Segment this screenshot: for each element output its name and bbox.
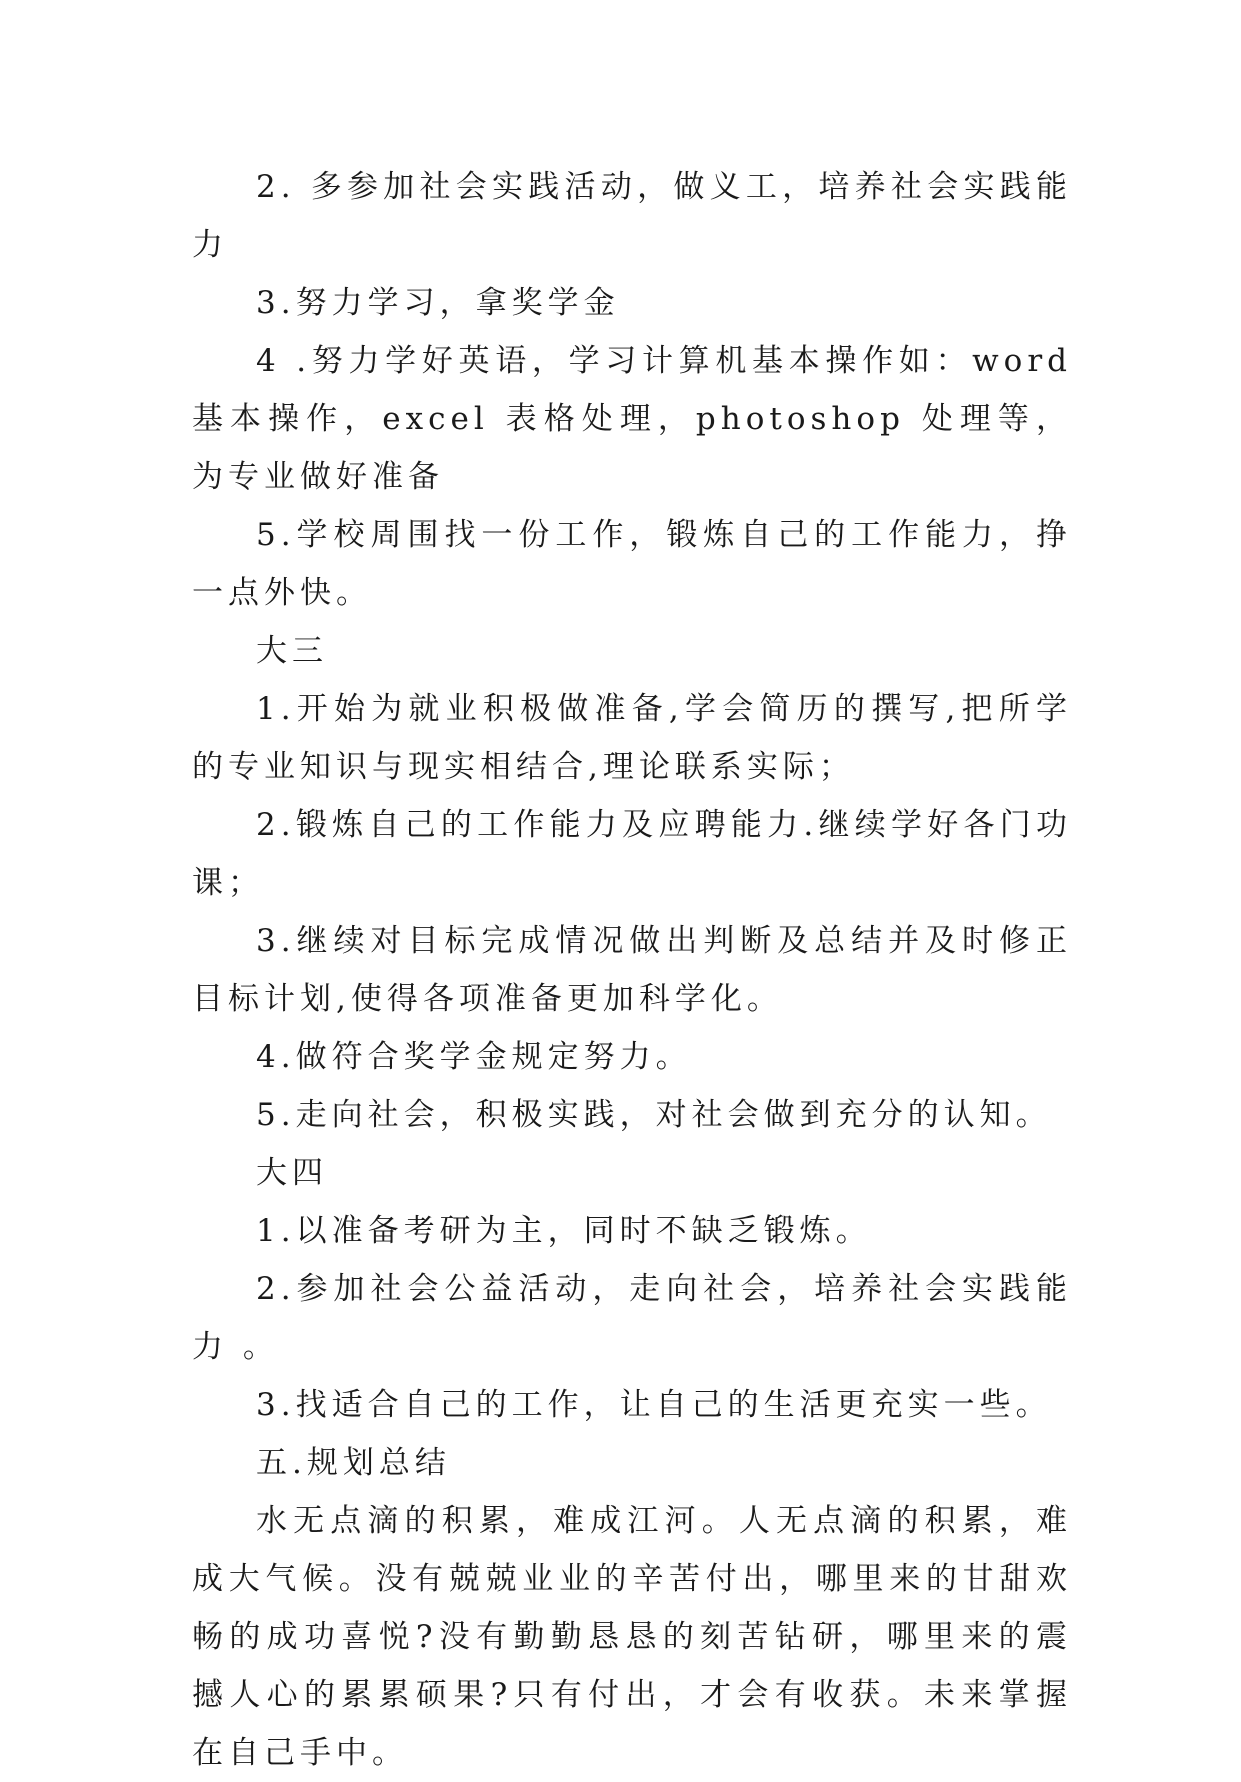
paragraph: 4.做符合奖学金规定努力。: [256, 1039, 692, 1075]
paragraph: 1.开始为就业积极做准备,学会简历的撰写,把所学的专业知识与现实相结合,理论联系实际；: [192, 691, 1072, 785]
paragraph: 3.努力学习，拿奖学金: [256, 285, 620, 321]
section-heading: 大四: [256, 1155, 328, 1191]
paragraph: 水无点滴的积累，难成江河。人无点滴的积累，难成大气候。没有兢兢业业的辛苦付出，哪里来的甘甜欢畅的成功喜悦?没有勤勤恳恳的刻苦钻研，哪里来的震撼人心的累累硕果?只有付出，才会有收获。未来掌握在自己手中。: [192, 1503, 1072, 1771]
section-heading: 五.规划总结: [256, 1445, 451, 1481]
paragraph: 3.找适合自己的工作，让自己的生活更充实一些。: [256, 1387, 1052, 1423]
paragraph: 4 .努力学好英语，学习计算机基本操作如：word 基本操作，excel 表格处理，photoshop 处理等，为专业做好准备: [192, 343, 1072, 495]
paragraph: 2.参加社会公益活动，走向社会，培养社会实践能力 。: [192, 1271, 1072, 1365]
document-body: [192, 158, 1072, 1782]
paragraph: 5.学校周围找一份工作，锻炼自己的工作能力，挣一点外快。: [192, 517, 1072, 611]
paragraph: 1.以准备考研为主，同时不缺乏锻炼。: [256, 1213, 872, 1249]
paragraph: 3.继续对目标完成情况做出判断及总结并及时修正目标计划,使得各项准备更加科学化。: [192, 923, 1072, 1017]
paragraph: 5.走向社会，积极实践，对社会做到充分的认知。: [256, 1097, 1052, 1133]
paragraph: 2. 多参加社会实践活动，做义工，培养社会实践能力: [192, 169, 1072, 263]
section-heading: 大三: [256, 633, 328, 669]
paragraph: 2.锻炼自己的工作能力及应聘能力.继续学好各门功课；: [192, 807, 1072, 901]
